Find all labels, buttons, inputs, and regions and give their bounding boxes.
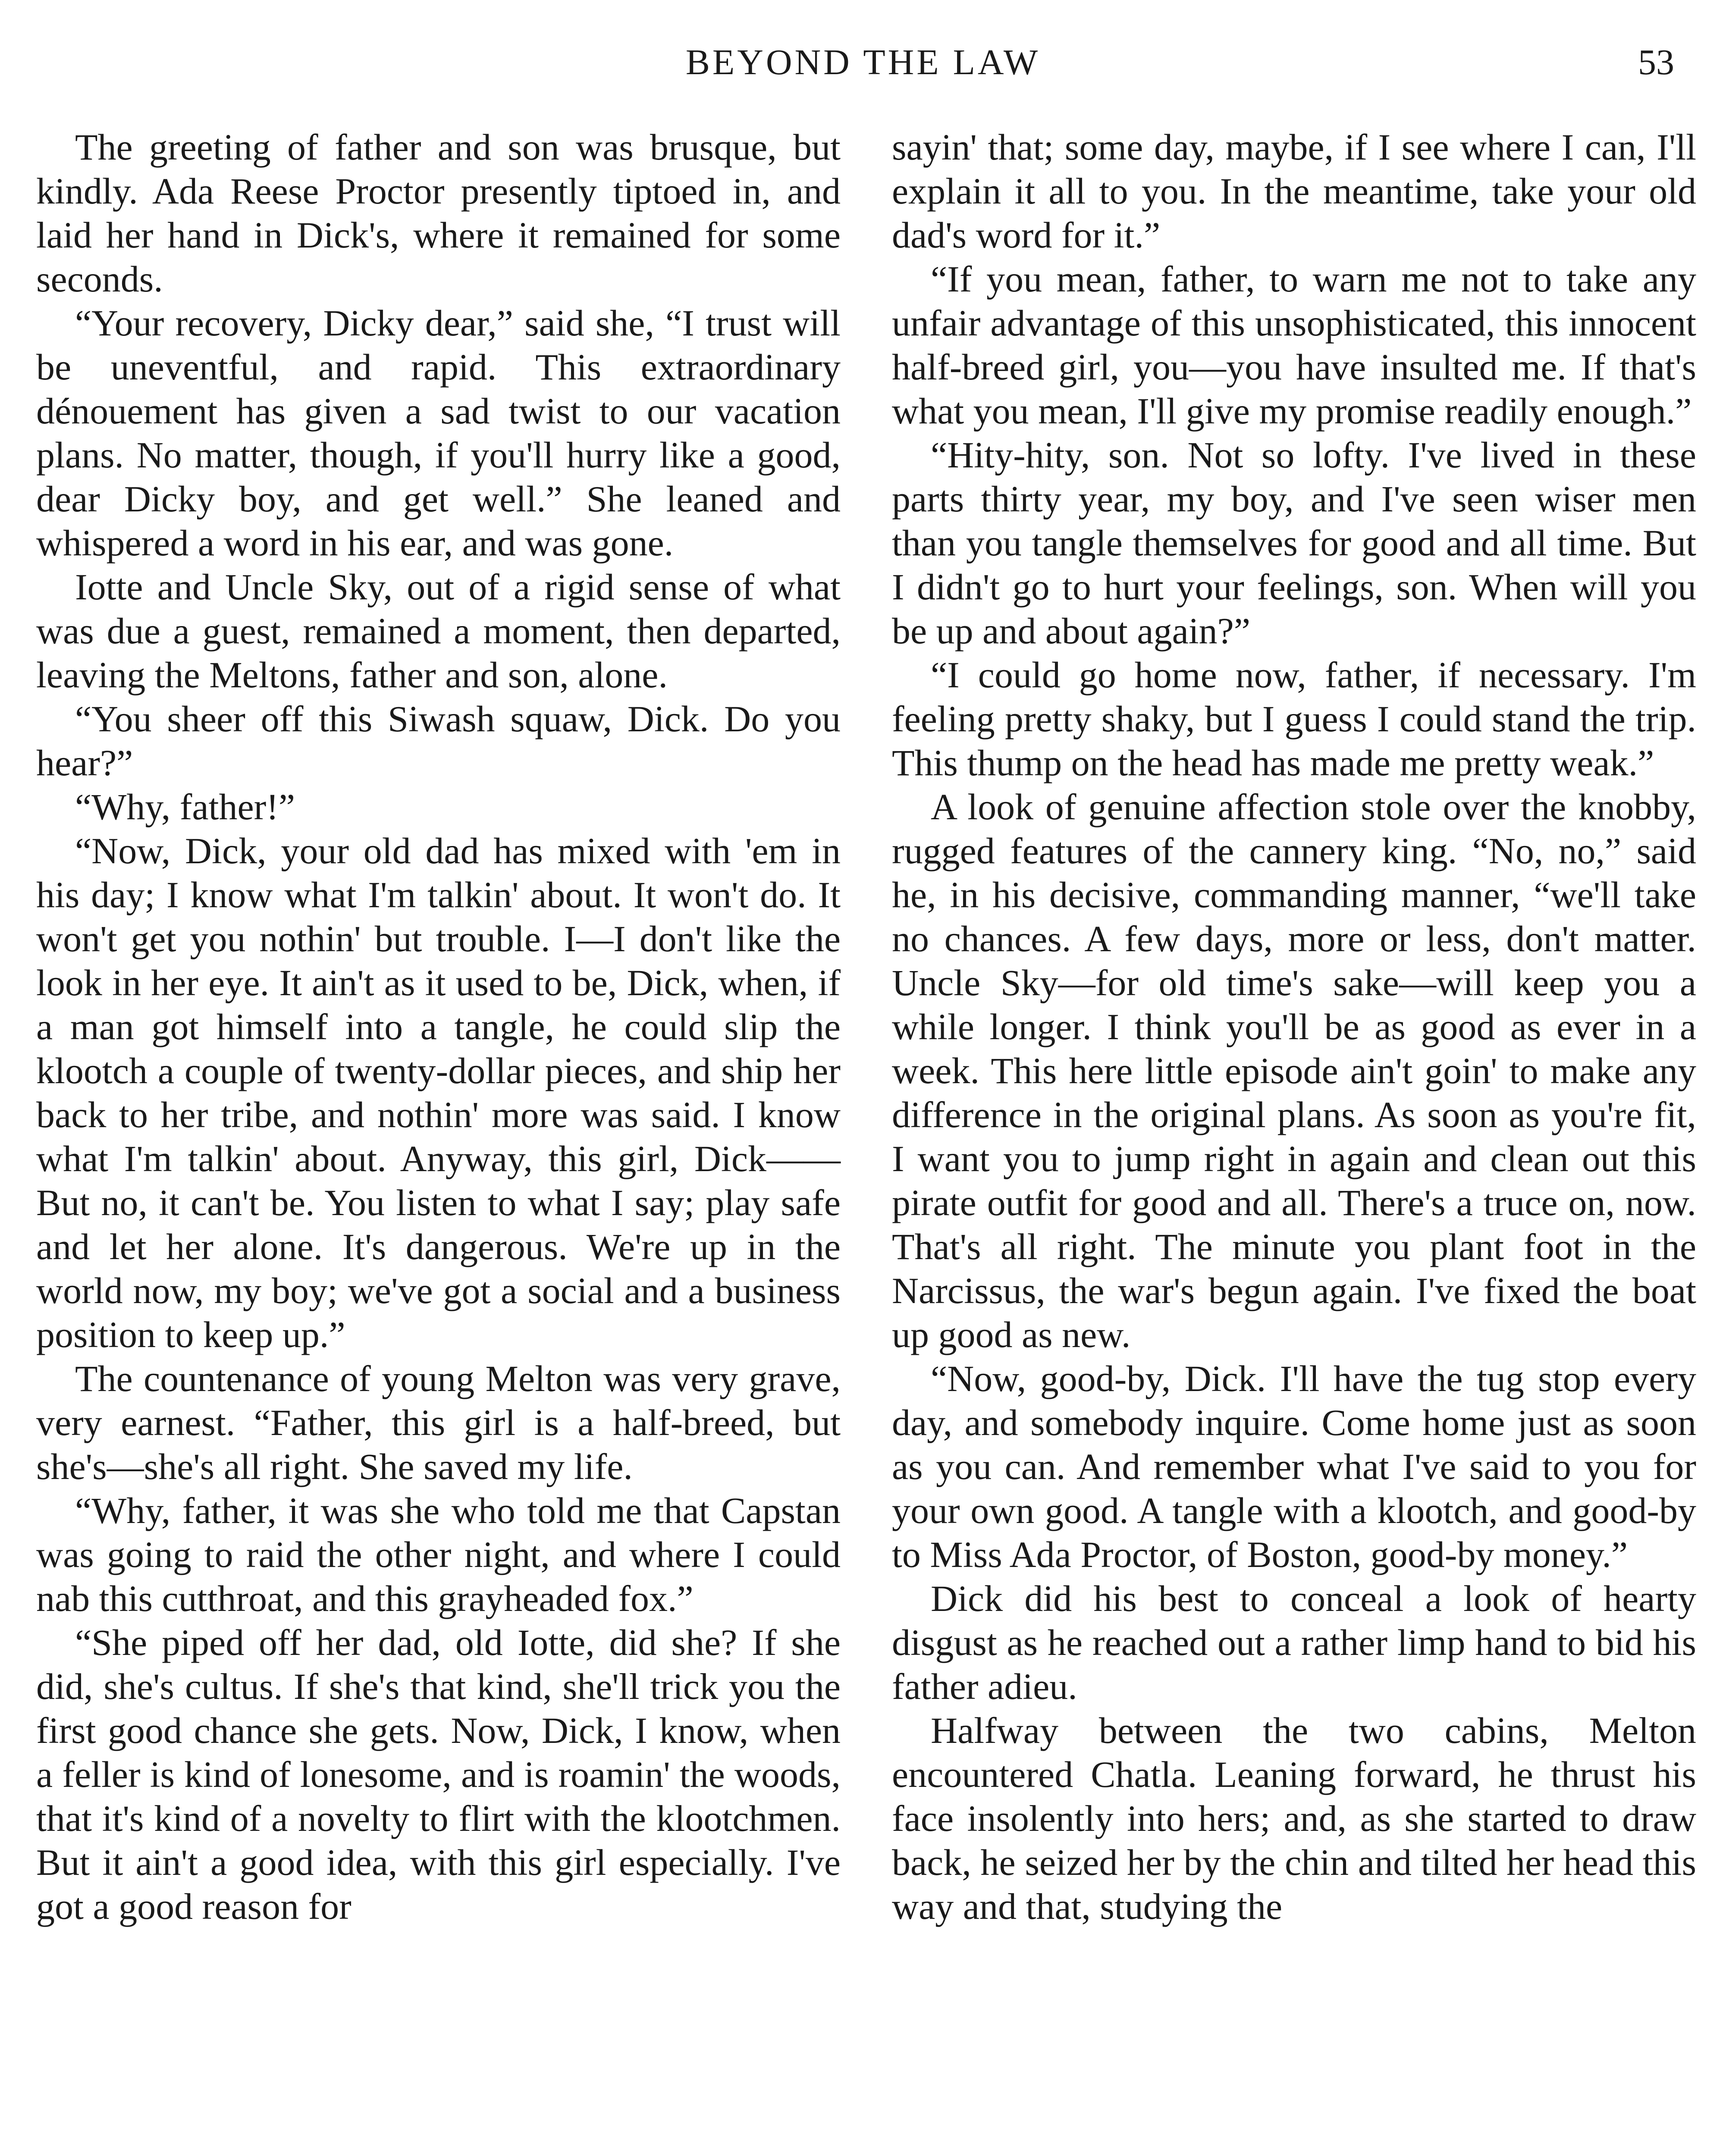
paragraph: A look of genuine affection stole over the knobby, rugged features of the cannery king. “No, no,” said he, in his decisive, commanding manner, “we'll take no chances. A few days, more or less, don't matter. Uncle Sky—for old time's sake—will keep you a while longer. I think you'll be as good as ever in a week. This here little episode ain't goin' to make any difference in the original plans. As soon as you're fit, I want you to jump right in again and clean out this pirate outfit for good and all. There's a truce on, now. That's all right. The minute you plant foot in the Narcissus, the war's begun again. I've fixed the boat up good as new. [892,786,1696,1355]
paragraph: The greeting of father and son was brusque, but kindly. Ada Reese Proctor presently tiptoed in, and laid her hand in Dick's, where it remained for some seconds. [36,126,841,300]
paragraph-continued: sayin' that; some day, maybe, if I see where I can, I'll explain it all to you. In the meantime, take your old dad's word for it.” [892,126,1696,256]
paragraph: “She piped off her dad, old Iotte, did she? If she did, she's cultus. If she's that kind, she'll trick you the first good chance she gets. Now, Dick, I know, when a feller is kind of lonesome, and is roamin' the woods, that it's kind of a novelty to flirt with the klootchmen. But it ain't a good idea, with this girl especially. I've got a good reason for [36,1622,841,1927]
paragraph: “Your recovery, Dicky dear,” said she, “I trust will be uneventful, and rapid. This extraordinary dénouement has given a sad twist to our vacation plans. No matter, though, if you'll hurry like a good, dear Dicky boy, and get well.” She leaned and whispered a word in his ear, and was gone. [36,302,841,564]
paragraph: “Now, Dick, your old dad has mixed with 'em in his day; I know what I'm talkin' about. It won't do. It won't get you nothin' but trouble. I—I don't like the look in her eye. It ain't as it used to be, Dick, when, if a man got himself into a tangle, he could slip the klootch a couple of twenty-dollar pieces, and ship her back to her tribe, and nothin' more was said. I know what I'm talkin' about. Anyway, this girl, Dick—— But no, it can't be. You listen to what I say; play safe and let her alone. It's dangerous. We're up in the world now, my boy; we've got a social and a business position to keep up.” [36,830,841,1355]
paragraph: “Why, father!” [75,786,295,827]
paragraph: The countenance of young Melton was very grave, very earnest. “Father, this girl is a half-breed, but she's—she's all right. She saved my life. [36,1358,841,1487]
paragraph: Iotte and Uncle Sky, out of a rigid sense of what was due a guest, remained a moment, then departed, leaving the Meltons, father and son, alone. [36,566,841,696]
running-title: BEYOND THE LAW [685,42,1041,82]
running-head [35,39,1691,86]
paragraph: “If you mean, father, to warn me not to take any unfair advantage of this unsophisticated, this innocent half-breed girl, you—you have insulted me. If that's what you mean, I'll give my promise readily enough.” [892,258,1696,432]
left-column [36,125,841,1928]
paragraph: “Now, good-by, Dick. I'll have the tug stop every day, and somebody inquire. Come home just as soon as you can. And remember what I've said to you for your own good. A tangle with a klootch, and good-by to Miss Ada Proctor, of Boston, good-by money.” [892,1358,1696,1575]
right-column [892,125,1696,1928]
paragraph: “Hity-hity, son. Not so lofty. I've lived in these parts thirty year, my boy, and I've seen wiser men than you tangle themselves for good and all time. But I didn't go to hurt your feelings, son. When will you be up and about again?” [892,434,1696,652]
paragraph: “You sheer off this Siwash squaw, Dick. Do you hear?” [36,698,841,783]
paragraph: “I could go home now, father, if necessary. I'm feeling pretty shaky, but I guess I could stand the trip. This thump on the head has made me pretty weak.” [892,654,1696,783]
page-number: 53 [1638,42,1674,82]
paragraph: Halfway between the two cabins, Melton encountered Chatla. Leaning forward, he thrust his face insolently into hers; and, as she started to draw back, he seized her by the chin and tilted her head this way and that, studying the [892,1710,1696,1927]
paragraph: Dick did his best to conceal a look of hearty disgust as he reached out a rather limp hand to bid his father adieu. [892,1578,1696,1707]
paragraph: “Why, father, it was she who told me that Capstan was going to raid the other night, and where I could nab this cutthroat, and this grayheaded fox.” [36,1490,841,1619]
